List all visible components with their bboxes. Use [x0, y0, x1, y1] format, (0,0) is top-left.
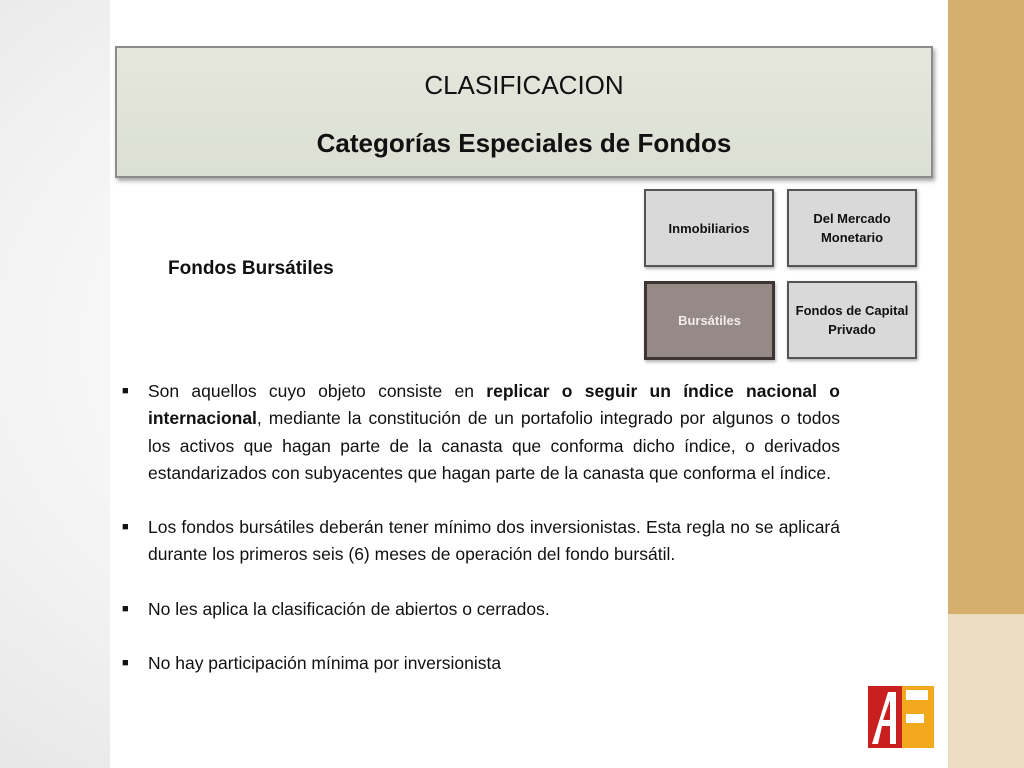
bullet-text-after: , mediante la constitución de un portafolio integrado por algunos o todos los activos que hagan parte de la canasta que conforma dicho índice, o derivados estandarizados con subyacentes que hagan parte de la canasta que conforma el índice.	[148, 408, 840, 483]
list-item	[120, 596, 840, 623]
bullet-square-icon: ■	[122, 385, 129, 397]
category-label: Del Mercado Monetario	[813, 211, 891, 245]
category-label: Inmobiliarios	[668, 220, 750, 236]
bullet-text-before: Son aquellos cuyo objeto consiste en	[148, 381, 487, 401]
side-band-decoration	[948, 0, 1024, 614]
bullet-text: Los fondos bursátiles deberán tener mínimo dos inversionistas. Esta regla no se aplicará durante los primeros seis (6) meses de operación del fondo bursátil.	[148, 517, 840, 565]
side-band-decoration-lower	[948, 614, 1024, 768]
bullet-text-bold: replicar o seguir un índice nacional o internacional	[148, 381, 840, 429]
category-inmobiliarios[interactable]	[644, 189, 774, 267]
bullet-list	[120, 378, 840, 704]
list-item	[120, 514, 840, 569]
category-capital-privado[interactable]	[787, 281, 917, 359]
bullet-square-icon: ■	[122, 602, 129, 615]
title-box	[115, 46, 933, 178]
category-label: Bursátiles	[678, 313, 741, 328]
section-heading: Fondos Bursátiles	[168, 258, 334, 279]
category-label: Fondos de Capital Privado	[795, 303, 909, 337]
category-mercado-monetario[interactable]	[787, 189, 917, 267]
bullet-text: No les aplica la clasificación de abiertos o cerrados.	[148, 598, 550, 619]
af-logo-icon	[866, 682, 936, 752]
list-item	[120, 378, 840, 487]
slide-title: CLASIFICACION	[424, 70, 624, 100]
list-item	[120, 650, 840, 677]
bullet-square-icon: ■	[122, 521, 129, 534]
bullet-square-icon: ■	[122, 657, 129, 670]
slide-subtitle: Categorías Especiales de Fondos	[316, 128, 732, 158]
category-bursatiles[interactable]	[644, 281, 775, 360]
bullet-text: No hay participación mínima por inversionista	[148, 653, 502, 674]
